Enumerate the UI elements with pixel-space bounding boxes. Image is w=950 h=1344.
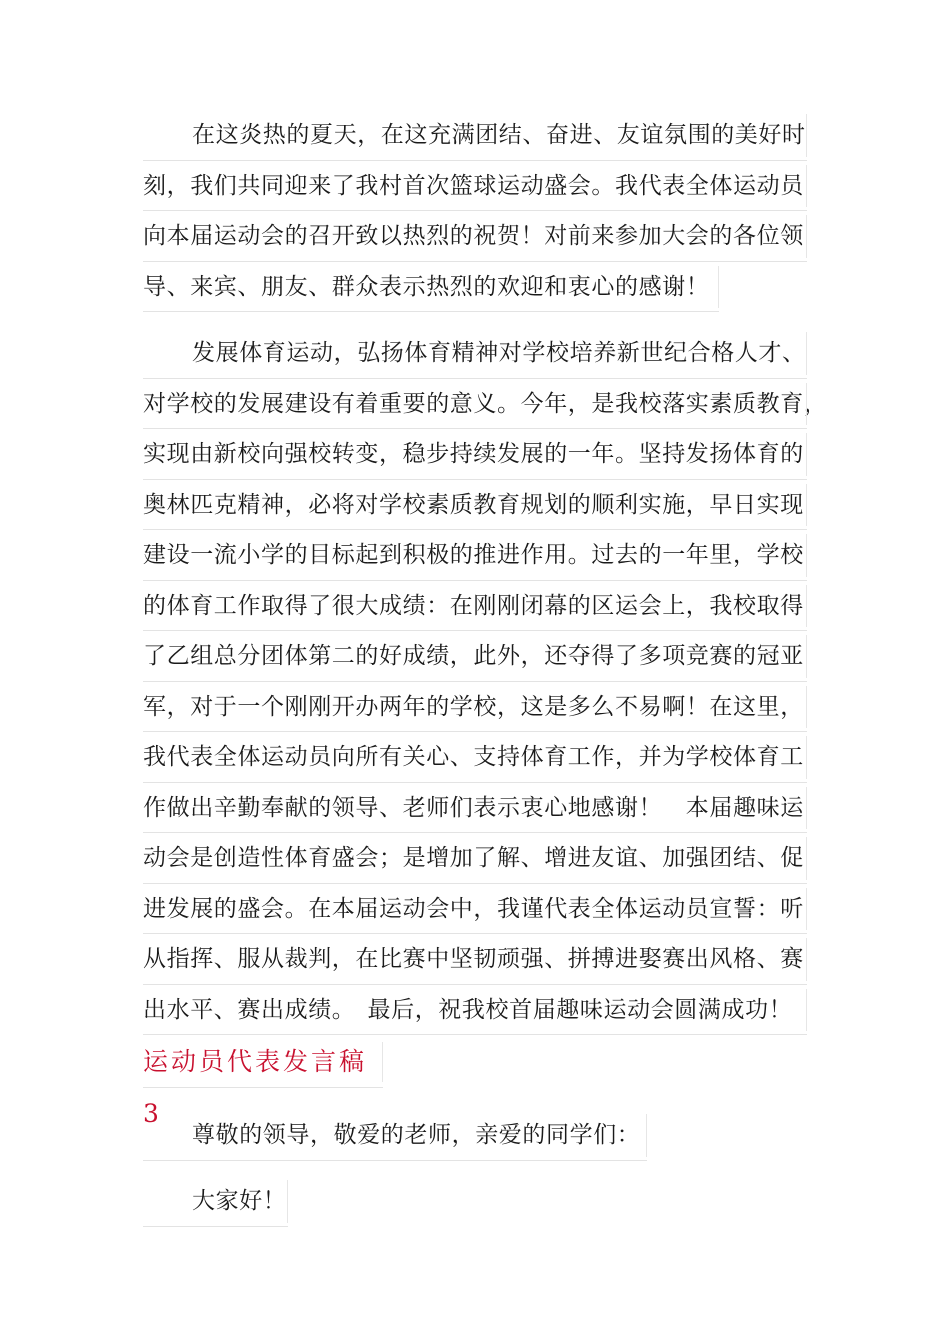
text-line: 奥林匹克精神，必将对学校素质教育规划的顺利实施，早日实现	[143, 480, 807, 531]
text-line: 军，对于一个刚刚开办两年的学校，这是多么不易啊！在这里，	[143, 682, 807, 733]
section-heading: 运动员代表发言稿 3	[143, 1036, 383, 1088]
hello-paragraph	[143, 1176, 288, 1227]
text-line: 发展体育运动，弘扬体育精神对学校培养新世纪合格人才、	[143, 328, 807, 379]
text-line: 刻，我们共同迎来了我村首次篮球运动盛会。我代表全体运动员	[143, 161, 807, 212]
text-line: 向本届运动会的召开致以热烈的祝贺！对前来参加大会的各位领	[143, 211, 807, 262]
text-line: 导、来宾、朋友、群众表示热烈的欢迎和衷心的感谢！	[143, 262, 719, 313]
hello-line: 大家好！	[143, 1176, 288, 1227]
text-line: 动会是创造性体育盛会；是增加了解、增进友谊、加强团结、促	[143, 833, 807, 884]
text-line: 建设一流小学的目标起到积极的推进作用。过去的一年里，学校	[143, 530, 807, 581]
greeting-line: 尊敬的领导，敬爱的老师，亲爱的同学们：	[143, 1110, 647, 1161]
greeting-paragraph	[143, 1110, 647, 1161]
text-line: 进发展的盛会。在本届运动会中，我谨代表全体运动员宣誓：听	[143, 884, 807, 935]
text-line: 从指挥、服从裁判，在比赛中坚韧顽强、拼搏进娶赛出风格、赛	[143, 934, 807, 985]
text-line: 实现由新校向强校转变，稳步持续发展的一年。坚持发扬体育的	[143, 429, 807, 480]
text-line: 的体育工作取得了很大成绩：在刚刚闭幕的区运会上，我校取得	[143, 581, 807, 632]
text-line: 了乙组总分团体第二的好成绩，此外，还夺得了多项竞赛的冠亚	[143, 631, 807, 682]
text-line: 作做出辛勤奉献的领导、老师们表示衷心地感谢！ 本届趣味运	[143, 783, 807, 834]
text-line: 在这炎热的夏天，在这充满团结、奋进、友谊氛围的美好时	[143, 110, 807, 161]
paragraph-1	[143, 110, 807, 312]
text-line: 我代表全体运动员向所有关心、支持体育工作，并为学校体育工	[143, 732, 807, 783]
text-line: 出水平、赛出成绩。 最后，祝我校首届趣味运动会圆满成功！	[143, 985, 807, 1036]
paragraph-2	[143, 328, 828, 1035]
text-line: 对学校的发展建设有着重要的意义。今年，是我校落实素质教育，	[143, 379, 807, 430]
